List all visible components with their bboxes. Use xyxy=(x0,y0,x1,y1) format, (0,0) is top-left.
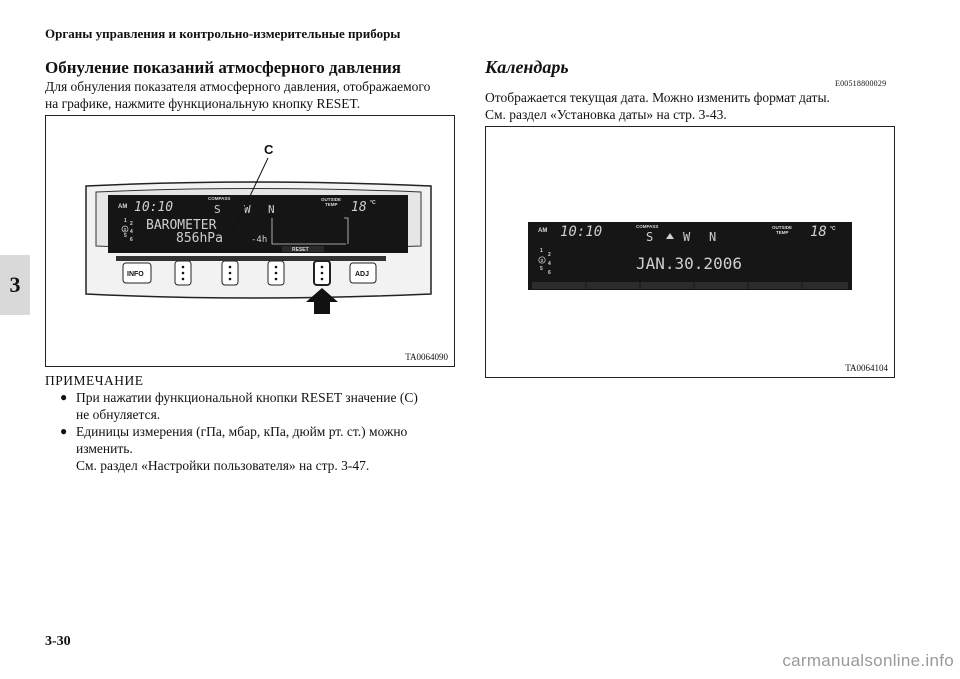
temperature-unit: °C xyxy=(830,226,836,232)
bullet-dot-icon: ● xyxy=(60,424,68,438)
note-line: См. раздел «Настройки пользователя» на стр. 3-47. xyxy=(76,458,370,473)
gear-indicator: 6 xyxy=(548,270,551,276)
section-code: E00518800029 xyxy=(835,79,887,88)
figure-barometer-display xyxy=(45,115,455,367)
compass-mid: W xyxy=(244,203,251,216)
reset-label: RESET xyxy=(292,247,309,253)
gear-indicator: 4 xyxy=(548,261,551,267)
gear-indicator: 3 xyxy=(123,227,127,232)
softkey-bar xyxy=(532,282,848,289)
outside-temp-label: OUTSIDE xyxy=(772,225,793,230)
clock-time: 10:10 xyxy=(134,200,174,215)
temperature-value: 18 xyxy=(810,224,827,240)
paragraph-line: Для обнуления показателя атмосферного давления, отображаемого xyxy=(45,79,431,94)
gear-indicator: 1 xyxy=(540,248,543,254)
figure-calendar-display xyxy=(485,126,895,378)
calendar-date: JAN.30.2006 xyxy=(636,254,742,273)
temperature-unit: °C xyxy=(370,200,376,206)
figure-code: TA0064090 xyxy=(405,352,448,362)
am-indicator: AM xyxy=(118,204,128,210)
note-bullet-2 xyxy=(60,423,440,474)
gear-indicator: 2 xyxy=(548,252,551,258)
chapter-tab: 3 xyxy=(0,255,30,315)
section-heading-barometer: Обнуление показаний атмосферного давления xyxy=(45,58,401,77)
graph-time-label: -4h xyxy=(251,235,268,245)
paragraph-line: на графике, нажмите функциональную кнопку RESET. xyxy=(45,96,361,111)
compass-label: COMPASS xyxy=(636,224,659,229)
adj-button-label: ADJ xyxy=(355,271,370,278)
compass-label: COMPASS xyxy=(208,196,231,201)
running-head: Органы управления и контрольно-измерительные приборы xyxy=(45,26,401,41)
outside-temp-label: TEMP xyxy=(325,202,338,207)
compass-left: S xyxy=(214,203,221,216)
paragraph-line: См. раздел «Установка даты» на стр. 3-43. xyxy=(485,107,727,122)
bullet-dot-icon: ● xyxy=(60,390,68,404)
gear-indicator: 4 xyxy=(130,229,133,235)
note-line: изменить. xyxy=(76,441,133,456)
outside-temp-label: TEMP xyxy=(776,230,789,235)
barometer-label: BAROMETER xyxy=(146,218,217,233)
gear-indicator: 6 xyxy=(130,237,133,243)
compass-right: N xyxy=(709,230,717,244)
compass-mid: W xyxy=(683,230,691,244)
am-indicator: AM xyxy=(538,228,548,234)
temperature-value: 18 xyxy=(351,200,367,215)
figure-code: TA0064104 xyxy=(845,363,888,373)
page-number: 3-30 xyxy=(45,634,71,649)
gear-indicator: 1 xyxy=(124,218,127,224)
compass-left: S xyxy=(646,230,654,244)
gear-indicator: 5 xyxy=(124,233,127,239)
note-bullet-1 xyxy=(60,389,440,423)
gear-indicator: 3 xyxy=(540,258,544,263)
calendar-display-illustration xyxy=(486,127,894,377)
section-heading-calendar: Календарь xyxy=(485,57,569,77)
note-line: При нажатии функциональной кнопки RESET значение (C) xyxy=(76,390,418,405)
barometer-display-illustration xyxy=(46,116,454,366)
watermark: carmanualsonline.info xyxy=(782,651,954,670)
clock-time: 10:10 xyxy=(560,224,603,240)
info-button-label: INFO xyxy=(127,271,144,278)
note-line: не обнуляется. xyxy=(76,407,161,422)
note-title: ПРИМЕЧАНИЕ xyxy=(45,373,144,388)
pressure-value: 856hPa xyxy=(176,231,223,246)
outside-temp-label: OUTSIDE xyxy=(321,197,342,202)
paragraph-line: Отображается текущая дата. Можно изменить формат даты. xyxy=(485,90,830,105)
callout-c: C xyxy=(264,142,274,157)
softkey-bar xyxy=(116,256,386,261)
gear-indicator: 2 xyxy=(130,221,133,227)
gear-indicator: 5 xyxy=(540,266,543,272)
compass-right: N xyxy=(268,203,275,216)
note-line: Единицы измерения (гПа, мбар, кПа, дюйм рт. ст.) можно xyxy=(76,424,408,439)
